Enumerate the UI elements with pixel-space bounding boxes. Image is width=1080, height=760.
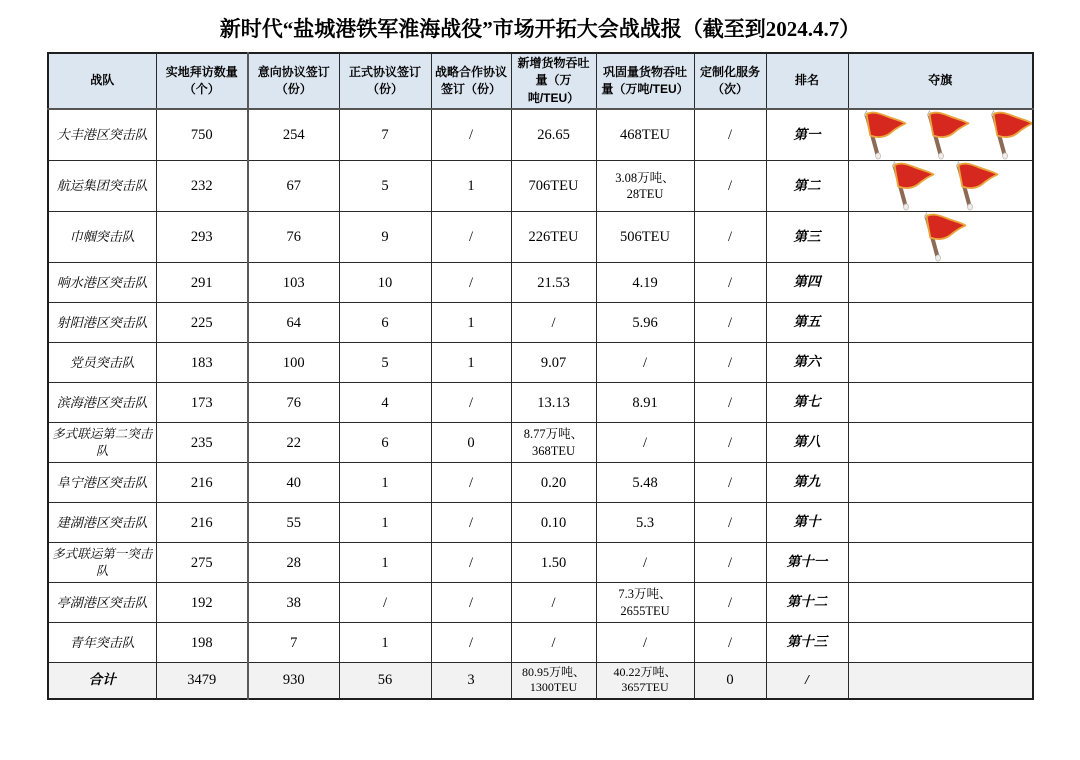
cell-consolidated_throughput: 5.96: [596, 303, 694, 343]
cell-customized: /: [694, 423, 766, 463]
table-row: [48, 263, 1033, 303]
cell-flags: [848, 383, 1033, 423]
cell-formal: /: [339, 583, 431, 623]
red-flag-icon: [879, 161, 937, 211]
cell-formal: 6: [339, 423, 431, 463]
cell-strategic: 1: [431, 161, 511, 212]
table-row: [48, 303, 1033, 343]
cell-visits: 192: [156, 583, 248, 623]
cell-strategic: /: [431, 263, 511, 303]
cell-strategic: /: [431, 583, 511, 623]
column-header-flags: 夺旗: [848, 53, 1033, 109]
cell-rank: /: [766, 663, 848, 699]
cell-strategic: /: [431, 383, 511, 423]
cell-new_throughput: /: [511, 583, 596, 623]
cell-intent: 67: [248, 161, 339, 212]
cell-intent: 930: [248, 663, 339, 699]
cell-intent: 76: [248, 383, 339, 423]
cell-rank: 第七: [766, 383, 848, 423]
cell-rank: 第五: [766, 303, 848, 343]
cell-team: 亭湖港区突击队: [48, 583, 156, 623]
cell-intent: 55: [248, 503, 339, 543]
table-row: [48, 503, 1033, 543]
cell-flags: [848, 623, 1033, 663]
cell-visits: 173: [156, 383, 248, 423]
cell-new_throughput: /: [511, 303, 596, 343]
cell-customized: 0: [694, 663, 766, 699]
column-header-team: 战队: [48, 53, 156, 109]
cell-rank: 第十一: [766, 543, 848, 583]
table-row: [48, 383, 1033, 423]
cell-visits: 232: [156, 161, 248, 212]
red-flag-icon: [851, 110, 909, 160]
cell-new_throughput: 26.65: [511, 109, 596, 161]
cell-consolidated_throughput: 5.48: [596, 463, 694, 503]
column-header-rank: 排名: [766, 53, 848, 109]
table-header-row: [48, 53, 1033, 109]
cell-strategic: /: [431, 463, 511, 503]
cell-intent: 76: [248, 212, 339, 263]
cell-rank: 第一: [766, 109, 848, 161]
cell-customized: /: [694, 161, 766, 212]
cell-rank: 第十二: [766, 583, 848, 623]
cell-visits: 183: [156, 343, 248, 383]
cell-flags: [848, 503, 1033, 543]
cell-customized: /: [694, 463, 766, 503]
cell-consolidated_throughput: 468TEU: [596, 109, 694, 161]
cell-customized: /: [694, 383, 766, 423]
cell-consolidated_throughput: 5.3: [596, 503, 694, 543]
cell-new_throughput: 1.50: [511, 543, 596, 583]
cell-strategic: /: [431, 623, 511, 663]
cell-consolidated_throughput: 506TEU: [596, 212, 694, 263]
table-row: [48, 583, 1033, 623]
cell-strategic: 1: [431, 343, 511, 383]
cell-new_throughput: 226TEU: [511, 212, 596, 263]
cell-rank: 第九: [766, 463, 848, 503]
cell-flags: [848, 423, 1033, 463]
cell-new_throughput: /: [511, 623, 596, 663]
cell-formal: 1: [339, 623, 431, 663]
cell-customized: /: [694, 623, 766, 663]
cell-new_throughput: 13.13: [511, 383, 596, 423]
cell-customized: /: [694, 343, 766, 383]
cell-team: 大丰港区突击队: [48, 109, 156, 161]
cell-team: 多式联运第二突击队: [48, 423, 156, 463]
cell-rank: 第八: [766, 423, 848, 463]
table-row: [48, 543, 1033, 583]
table-row: [48, 463, 1033, 503]
cell-customized: /: [694, 543, 766, 583]
column-header-customized: 定制化服务（次）: [694, 53, 766, 109]
red-flag-icon: [943, 161, 1001, 211]
cell-formal: 5: [339, 161, 431, 212]
cell-intent: 254: [248, 109, 339, 161]
cell-new_throughput: 0.20: [511, 463, 596, 503]
cell-flags: [848, 109, 1033, 161]
red-flag-icon: [978, 110, 1033, 160]
cell-intent: 100: [248, 343, 339, 383]
cell-rank: 第二: [766, 161, 848, 212]
cell-flags: [848, 212, 1033, 263]
cell-customized: /: [694, 583, 766, 623]
cell-formal: 10: [339, 263, 431, 303]
column-header-strategic: 战略合作协议签订（份）: [431, 53, 511, 109]
cell-team: 党员突击队: [48, 343, 156, 383]
cell-team: 阜宁港区突击队: [48, 463, 156, 503]
column-header-visits: 实地拜访数量（个）: [156, 53, 248, 109]
cell-intent: 40: [248, 463, 339, 503]
table-total-row: [48, 663, 1033, 699]
cell-rank: 第三: [766, 212, 848, 263]
cell-formal: 7: [339, 109, 431, 161]
cell-team: 多式联运第一突击队: [48, 543, 156, 583]
cell-visits: 225: [156, 303, 248, 343]
column-header-new_throughput: 新增货物吞吐量（万吨/TEU）: [511, 53, 596, 109]
cell-consolidated_throughput: 7.3万吨、2655TEU: [596, 583, 694, 623]
cell-customized: /: [694, 503, 766, 543]
cell-team: 航运集团突击队: [48, 161, 156, 212]
cell-new_throughput: 8.77万吨、368TEU: [511, 423, 596, 463]
cell-intent: 28: [248, 543, 339, 583]
cell-visits: 235: [156, 423, 248, 463]
table-row: [48, 161, 1033, 212]
cell-consolidated_throughput: /: [596, 423, 694, 463]
cell-team: 滨海港区突击队: [48, 383, 156, 423]
cell-flags: [848, 583, 1033, 623]
cell-new_throughput: 0.10: [511, 503, 596, 543]
column-header-formal: 正式协议签订（份）: [339, 53, 431, 109]
cell-visits: 216: [156, 463, 248, 503]
cell-visits: 293: [156, 212, 248, 263]
cell-team: 合计: [48, 663, 156, 699]
cell-visits: 198: [156, 623, 248, 663]
cell-customized: /: [694, 212, 766, 263]
cell-strategic: 1: [431, 303, 511, 343]
cell-flags: [848, 543, 1033, 583]
cell-strategic: /: [431, 212, 511, 263]
cell-team: 巾帼突击队: [48, 212, 156, 263]
cell-new_throughput: 21.53: [511, 263, 596, 303]
column-header-intent: 意向协议签订（份）: [248, 53, 339, 109]
cell-rank: 第六: [766, 343, 848, 383]
cell-visits: 750: [156, 109, 248, 161]
cell-flags: [848, 343, 1033, 383]
cell-formal: 56: [339, 663, 431, 699]
cell-consolidated_throughput: 4.19: [596, 263, 694, 303]
cell-strategic: /: [431, 543, 511, 583]
cell-rank: 第四: [766, 263, 848, 303]
table-row: [48, 212, 1033, 263]
cell-customized: /: [694, 303, 766, 343]
page-title: 新时代“盐城港铁军淮海战役”市场开拓大会战战报（截至到2024.4.7）: [219, 17, 861, 41]
report-table: [47, 52, 1034, 700]
cell-team: 响水港区突击队: [48, 263, 156, 303]
cell-consolidated_throughput: 8.91: [596, 383, 694, 423]
table-row: [48, 343, 1033, 383]
cell-intent: 38: [248, 583, 339, 623]
cell-flags: [848, 463, 1033, 503]
red-flag-icon: [911, 212, 969, 262]
cell-consolidated_throughput: /: [596, 623, 694, 663]
cell-visits: 275: [156, 543, 248, 583]
cell-intent: 7: [248, 623, 339, 663]
cell-flags: [848, 663, 1033, 699]
cell-rank: 第十: [766, 503, 848, 543]
table-row: [48, 423, 1033, 463]
cell-new_throughput: 706TEU: [511, 161, 596, 212]
cell-customized: /: [694, 109, 766, 161]
cell-team: 射阳港区突击队: [48, 303, 156, 343]
cell-visits: 3479: [156, 663, 248, 699]
cell-strategic: /: [431, 503, 511, 543]
cell-strategic: 3: [431, 663, 511, 699]
cell-formal: 1: [339, 463, 431, 503]
cell-new_throughput: 80.95万吨、1300TEU: [511, 663, 596, 699]
red-flag-icon: [914, 110, 972, 160]
cell-consolidated_throughput: 3.08万吨、28TEU: [596, 161, 694, 212]
cell-team: 青年突击队: [48, 623, 156, 663]
cell-new_throughput: 9.07: [511, 343, 596, 383]
cell-strategic: 0: [431, 423, 511, 463]
table-row: [48, 623, 1033, 663]
cell-strategic: /: [431, 109, 511, 161]
cell-consolidated_throughput: 40.22万吨、3657TEU: [596, 663, 694, 699]
cell-flags: [848, 263, 1033, 303]
cell-formal: 6: [339, 303, 431, 343]
cell-intent: 103: [248, 263, 339, 303]
cell-visits: 291: [156, 263, 248, 303]
cell-consolidated_throughput: /: [596, 543, 694, 583]
cell-intent: 22: [248, 423, 339, 463]
report-page: [0, 13, 1080, 760]
cell-formal: 1: [339, 543, 431, 583]
table-row: [48, 109, 1033, 161]
cell-flags: [848, 161, 1033, 212]
cell-customized: /: [694, 263, 766, 303]
cell-intent: 64: [248, 303, 339, 343]
cell-team: 建湖港区突击队: [48, 503, 156, 543]
cell-formal: 4: [339, 383, 431, 423]
cell-rank: 第十三: [766, 623, 848, 663]
cell-formal: 1: [339, 503, 431, 543]
cell-visits: 216: [156, 503, 248, 543]
column-header-consolidated_throughput: 巩固量货物吞吐量（万吨/TEU）: [596, 53, 694, 109]
cell-consolidated_throughput: /: [596, 343, 694, 383]
cell-formal: 5: [339, 343, 431, 383]
cell-flags: [848, 303, 1033, 343]
cell-formal: 9: [339, 212, 431, 263]
